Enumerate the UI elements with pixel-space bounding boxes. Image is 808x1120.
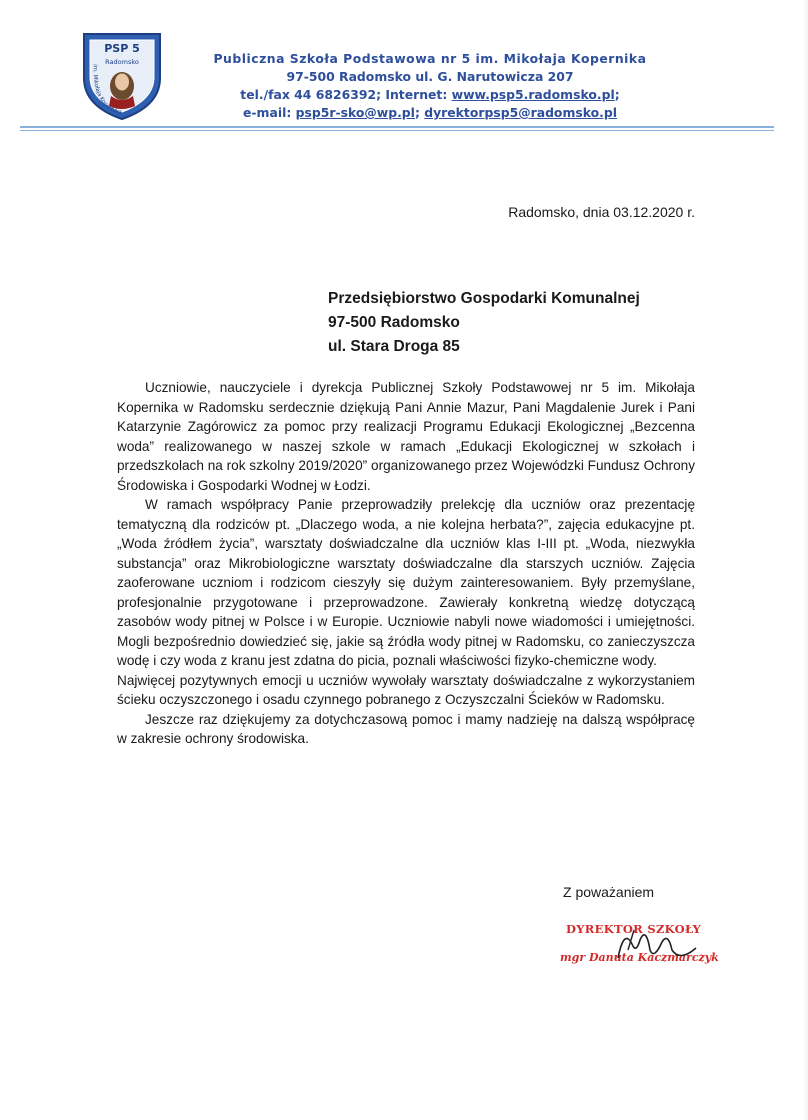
paragraph-3: Najwięcej pozytywnych emocji u uczniów wywołały warsztaty doświadczalne z wykorzystaniem ścieku oczyszczonego i osadu czynnego pobranego z Oczyszczalni Ścieków w Radomsku. [117,672,695,707]
email-separator: ; [414,105,425,120]
email-label: e-mail: [243,105,296,120]
phone-text: tel./fax 44 6826392; Internet: [240,87,452,102]
scan-edge [802,0,808,1120]
email-link-1[interactable]: psp5r-sko@wp.pl [295,105,415,120]
phone-suffix: ; [614,87,620,102]
paragraph-2: W ramach współpracy Panie przeprowadziły prelekcję dla uczniów oraz prezentację tematyczną dla rodziców pt. „Dlaczego woda, a nie kolejna herbata?”, zajęcia edukacyjne pt. „Woda źródłem życia”, warsztaty doświadczalne dla uczniów klas I-III pt. „Woda, niezwykła substancja” oraz Mikrobiologiczne warsztaty doświadczalne dla starszych uczniów. Zajęcia zaoferowane uczniom i rodzicom cieszyły się dużym zainteresowaniem. Były przemyślane, profesjonalnie przygotowane i przeprowadzone. Zawierały konkretną wiedzę dotyczącą zasobów wody pitnej w Polsce i w Europie. Uczniowie nabyli nowe wiadomości i umiejętności. Mogli bezpośrednio dowiedzieć się, jakie są źródła wody pitnej w Radomsku, co zanieczyszcza wodę i czy woda z kranu jest zdatna do picia, poznali właściwości fizyko-chemiczne wody. [117,497,695,668]
school-address: 97-500 Radomsko ul. G. Narutowicza 207 [286,69,574,84]
recipient-block [328,287,640,359]
paragraph-1: Uczniowie, nauczyciele i dyrekcja Publicznej Szkoły Podstawowej nr 5 im. Mikołaja Kopernika w Radomsku serdecznie dziękują Pani Annie Mazur, Pani Magdalenie Jurek i Pani Katarzynie Zagórowicz za pomoc przy realizacji Programu Edukacji Ekologicznej „Bezcenna woda” realizowanego w naszej szkole w ramach „Edukacji Ekologicznej w szkołach i przedszkolach na rok szkolny 2019/2020” organizowanego przez Wojewódzki Fundusz Ochrony Środowiska i Gospodarki Wodnej w Łodzi. [117,380,695,493]
recipient-city: 97-500 Radomsko [328,314,460,331]
letter-date: Radomsko, dnia 03.12.2020 r. [508,204,695,220]
school-logo [78,26,166,122]
email-line [180,104,680,122]
website-link[interactable]: www.psp5.radomsko.pl [451,87,615,102]
recipient-name: Przedsiębiorstwo Gospodarki Komunalnej [328,290,640,307]
logo-text-top: PSP 5 [104,42,140,55]
stamp-name: mgr Danuta Kaczmarczyk [560,951,719,964]
paragraph-4: Jeszcze raz dziękujemy za dotychczasową pomoc i mamy nadzieję na dalszą współpracę w zakresie ochrony środowiska. [117,711,695,746]
recipient-street: ul. Stara Droga 85 [328,338,460,355]
school-name: Publiczna Szkoła Podstawowa nr 5 im. Mikołaja Kopernika [213,51,647,66]
header-divider-bottom [20,130,774,131]
header-divider-top [20,126,774,128]
logo-text-city: Radomsko [105,58,139,66]
letterhead [180,50,680,122]
closing-greeting: Z poważaniem [563,884,655,900]
stamp-title: DYREKTOR SZKOŁY [566,922,702,936]
letter-body [117,378,695,749]
handwritten-signature [610,920,710,970]
email-link-2[interactable]: dyrektorpsp5@radomsko.pl [424,105,617,120]
logo-text-arc: im. Mikołaja Kopernika [91,64,123,116]
contact-line [180,86,680,104]
